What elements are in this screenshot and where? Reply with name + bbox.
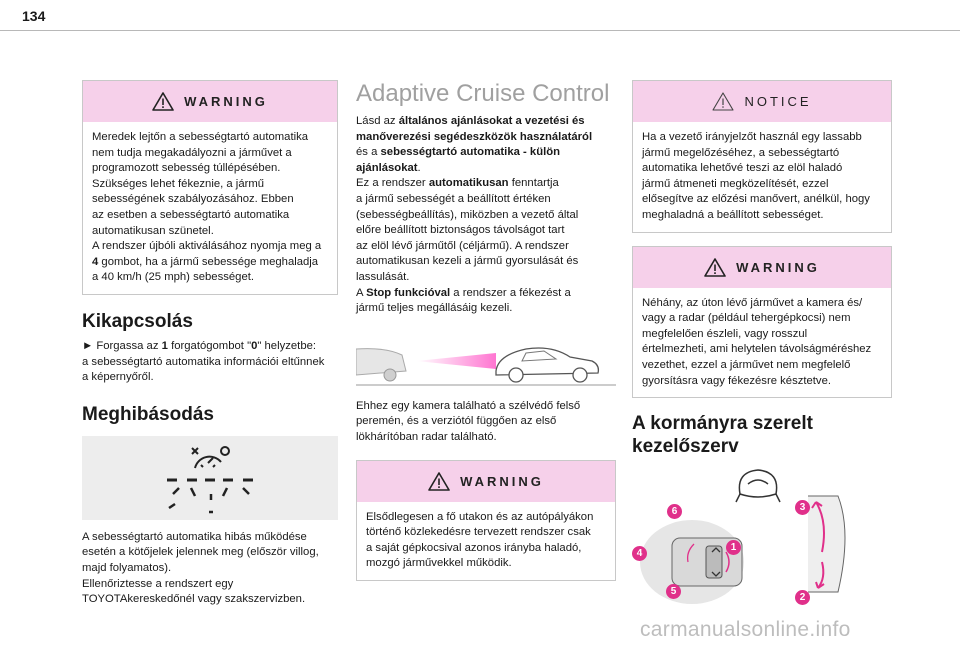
text-span: a rendszer a fékezést a	[450, 286, 571, 299]
text-line: Ehhez egy kamera található a szélvédő felső	[356, 399, 581, 412]
heading-adaptive-cruise: Adaptive Cruise Control	[356, 80, 610, 107]
arrow-bullet-icon: ►	[82, 339, 94, 352]
bold-number: 0	[251, 339, 258, 352]
cruise-fault-dashes-icon	[165, 442, 255, 514]
steering-wheel-icon	[736, 470, 780, 502]
kikapcsolas-text	[82, 339, 338, 386]
text-line: automatikusan kezeli a jármű gyorsulását és	[356, 255, 579, 268]
text-line: meghaladná a beállított sebességet.	[642, 208, 824, 221]
text-line: esetén a kötőjelek jelennek meg (először villog,	[82, 546, 319, 559]
text-line: peremén, és a verziótól függően az első	[356, 415, 557, 428]
text-line: lökhárítóban radar található.	[356, 430, 497, 443]
warning-triangle-icon	[152, 92, 174, 111]
text-span: A	[356, 286, 367, 299]
text-line: Ha a vezető irányjelzőt használ egy lassabb	[642, 131, 862, 143]
text-line: automatikusan szünetel.	[92, 224, 214, 237]
acc-cars-illustration	[356, 331, 616, 389]
text-line: történő közlekedésre tervezett rendszer csak	[366, 526, 591, 539]
warning-text	[633, 288, 891, 398]
warning-box-detection	[632, 246, 892, 399]
text-line	[356, 176, 616, 192]
bold-span: ajánlásokat	[356, 161, 418, 174]
text-line: vagy a radar (például tehergépkocsi) nem	[642, 312, 851, 325]
text-line: vezethet, ezzel a járművet nem megfelelő	[642, 358, 851, 371]
text-line: megfelelően észleli, vagy rosszul	[642, 327, 808, 340]
callout-6: 6	[667, 504, 682, 519]
steering-controls-illustration	[632, 462, 892, 612]
cars-radar-icon	[356, 331, 616, 389]
text-line: A sebességtartó automatika hibás működése	[82, 530, 307, 543]
text-line: programozott sebesség túllépésében.	[92, 162, 281, 175]
text-line	[356, 130, 616, 146]
text-line: sebességének szabályozásához. Ebben	[92, 193, 294, 206]
text-span: " helyzetbe:	[257, 339, 317, 352]
text-line: a jármű sebességét a beállított értéken	[356, 192, 551, 205]
warning-title: WARNING	[460, 473, 544, 489]
bold-number: 4	[92, 255, 99, 268]
text-line: jármű megelőzéséhez, a sebességtartó	[642, 146, 840, 159]
text-line: Elsődlegesen a fő utakon és az autópályákon	[366, 510, 594, 523]
text-line: a 40 km/h (25 mph) sebességet.	[92, 271, 255, 284]
text-line: Meredek lejtőn a sebességtartó automatika	[92, 131, 309, 143]
text-line: előre beállított biztonságos távolságot tart	[356, 224, 565, 237]
callout-4: 4	[632, 546, 647, 561]
warning-triangle-icon	[704, 258, 726, 277]
text-line: Szükséges lehet fékeznie, a jármű	[92, 177, 265, 190]
text-line: lassulását.	[356, 270, 410, 283]
text-line: nem tudja megakadályozni a járművet a	[92, 146, 292, 159]
top-rule	[0, 30, 960, 31]
text-line: elősegítve az előzési manővert, anélkül, hogy	[642, 193, 870, 206]
text-span: Ez a rendszer	[356, 177, 429, 190]
notice-triangle-icon	[712, 92, 734, 111]
text-line: A rendszer újbóli aktiválásához nyomja meg a	[92, 240, 322, 253]
notice-box	[632, 80, 892, 233]
page-number: 134	[22, 8, 46, 24]
warning-header	[357, 461, 615, 502]
text-line: Ellenőriztesse a rendszert egy	[82, 577, 234, 590]
text-span: fenntartja	[508, 177, 559, 190]
text-line: az elöl lévő járműtől (céljármű). A rendszer	[356, 239, 569, 252]
warning-title: WARNING	[736, 259, 820, 275]
bold-span: általános ajánlásokat a vezetési és	[398, 115, 585, 127]
bold-span: Stop funkcióval	[366, 286, 451, 299]
text-span: Forgassa az	[93, 339, 162, 352]
text-line	[356, 161, 616, 177]
text-line: Néhány, az úton lévő járművet a kamera és/	[642, 296, 863, 309]
notice-title: NOTICE	[744, 94, 812, 109]
text-line	[92, 255, 329, 271]
warning-triangle-icon	[428, 472, 450, 491]
text-line	[82, 339, 338, 355]
camera-radar-text	[356, 399, 616, 446]
warning-box-roads	[356, 460, 616, 581]
text-line: az esetben a sebességtartó automatika	[92, 208, 290, 221]
text-line	[356, 145, 616, 161]
warning-title: WARNING	[184, 94, 268, 109]
warning-box-speed	[82, 80, 338, 295]
warning-header	[83, 81, 337, 122]
text-line: mozgó járművekkel működik.	[366, 557, 512, 570]
callout-2: 2	[795, 590, 810, 605]
warning-text	[83, 122, 337, 294]
text-line	[356, 286, 616, 302]
callout-1: 1	[726, 540, 741, 555]
notice-text	[633, 122, 891, 232]
meghibasodas-text	[82, 530, 338, 608]
text-line: (sebességbeállítás), miközben a vezető által	[356, 208, 579, 221]
text-line: jármű átmeneti megközelítését, ezzel	[642, 177, 829, 190]
text-span: és a	[356, 146, 381, 159]
watermark: carmanualsonline.info	[640, 618, 851, 641]
fault-display-image	[82, 436, 338, 520]
text-line: a képernyőről.	[82, 371, 154, 384]
warning-header	[633, 247, 891, 288]
bold-span: sebességtartó automatika - külön	[380, 146, 561, 159]
heading-steering-controls	[632, 412, 892, 458]
notice-header	[633, 81, 891, 122]
heading-line: A kormányra szerelt	[632, 413, 813, 435]
column-left	[82, 80, 338, 608]
text-line: a saját gépkocsival azonos irányba haladó,	[366, 541, 582, 554]
heading-kikapcsolas: Kikapcsolás	[82, 310, 193, 332]
column-right	[632, 80, 892, 612]
text-line: automatika lehetővé teszi az elöl haladó	[642, 162, 843, 175]
text-span: forgatógombot "	[167, 339, 252, 352]
text-span: Lásd az	[356, 115, 399, 127]
heading-meghibasodas: Meghibásodás	[82, 403, 214, 425]
bold-span: manőverezési segédeszközök használatáról	[356, 130, 593, 143]
acc-intro-text	[356, 114, 616, 317]
text-line: majd folyamatos).	[82, 561, 172, 574]
text-line: a sebességtartó automatika információi eltűnnek	[82, 355, 325, 368]
text-line: jármű teljes megállásáig kezeli.	[356, 302, 513, 315]
text-line: TOYOTAkereskedőnél vagy szakszervizben.	[82, 593, 306, 606]
bold-span: automatikusan	[428, 177, 509, 190]
callout-3: 3	[795, 500, 810, 515]
bold-number: 1	[161, 339, 168, 352]
text-line: gyorsításra vagy fékezésre késztetve.	[642, 374, 831, 387]
text-span: gombot, ha a jármű sebessége meghaladja	[98, 255, 319, 268]
text-line: értelmezheti, ami helytelen távolságméréshez	[642, 343, 872, 356]
warning-text	[357, 502, 615, 580]
column-middle	[356, 80, 616, 581]
callout-5: 5	[666, 584, 681, 599]
heading-line: kezelőszerv	[632, 436, 739, 458]
text-span: .	[417, 161, 421, 174]
text-line	[356, 114, 616, 130]
